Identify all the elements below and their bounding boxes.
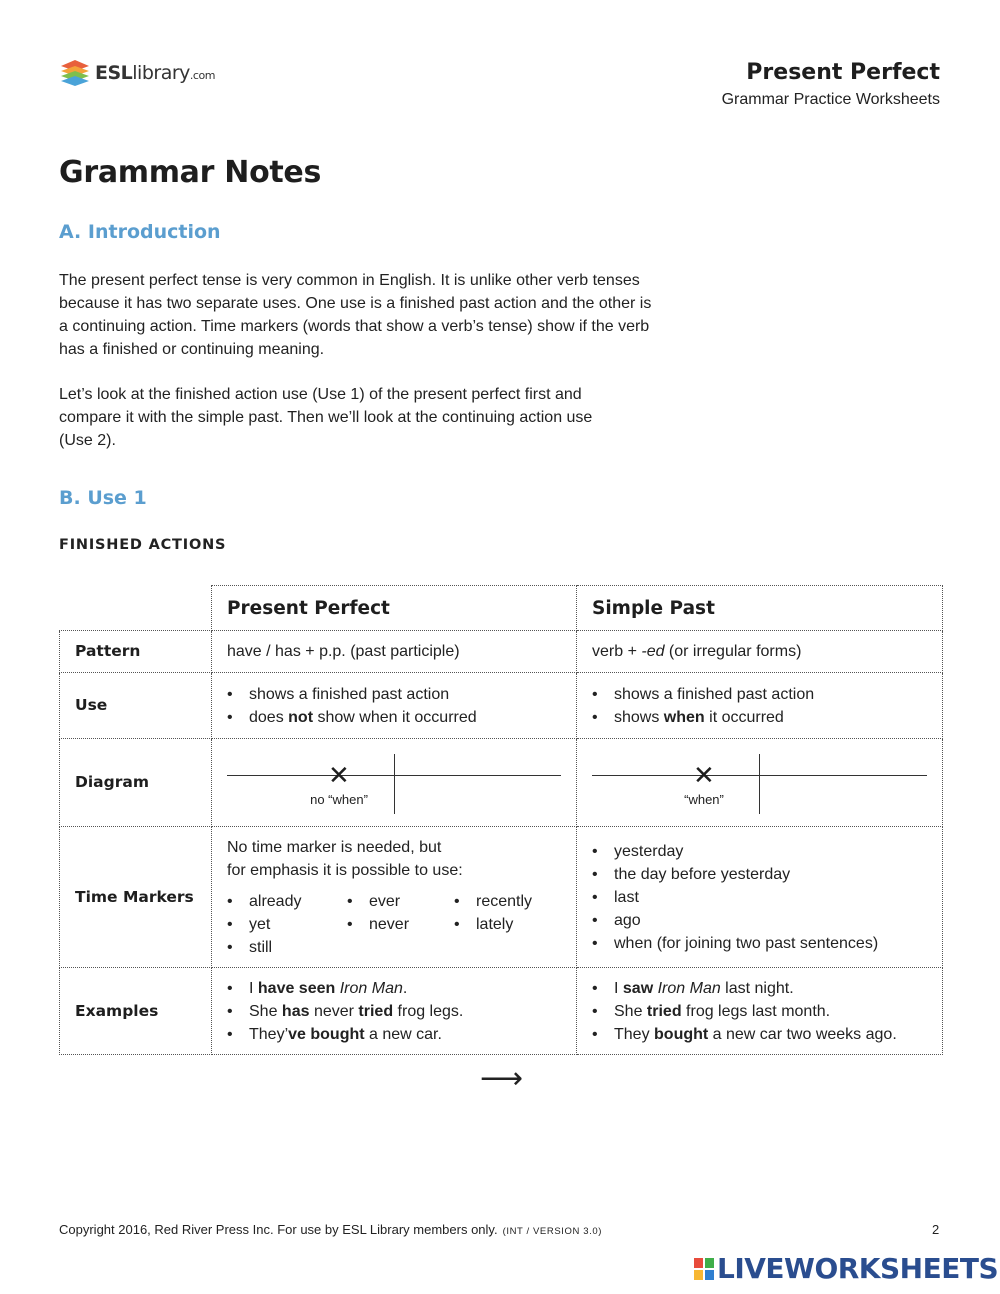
now-marker-line bbox=[394, 754, 395, 814]
comparison-table bbox=[59, 585, 943, 1055]
list-item: • shows a finished past action bbox=[592, 683, 927, 706]
section-b-subheading: FINISHED ACTIONS bbox=[59, 537, 227, 553]
row-label-examples: Examples bbox=[60, 968, 212, 1055]
intro-paragraph-1: The present perfect tense is very common in English. It is unlike other verb tenses because it has two separate uses. One use is a finished past action and the other is a continuing action. Time markers (words that show a verb’s tense) show if the verb has a finished or continuing meaning. bbox=[59, 272, 652, 358]
section-a-heading: A. Introduction bbox=[59, 221, 221, 243]
list-item: • yesterday bbox=[592, 840, 927, 863]
liveworksheets-wordmark: LIVEWORKSHEETS bbox=[717, 1252, 999, 1285]
list-item: • I have seen Iron Man. bbox=[227, 977, 561, 1000]
diagram-simple-past bbox=[577, 739, 943, 827]
list-item: • yet bbox=[227, 913, 347, 936]
logo-wordmark: ESLlibrary.com bbox=[95, 62, 215, 84]
table-row-examples bbox=[60, 968, 943, 1055]
esl-library-logo-icon bbox=[59, 58, 91, 88]
pattern-simple-past: verb + -ed (or irregular forms) bbox=[577, 631, 943, 673]
row-label-pattern: Pattern bbox=[60, 631, 212, 673]
time-markers-intro-line-2: for emphasis it is possible to use: bbox=[227, 861, 463, 879]
table-row-diagram bbox=[60, 739, 943, 827]
list-item: • They’ve bought a new car. bbox=[227, 1023, 561, 1046]
list-item: • the day before yesterday bbox=[592, 863, 927, 886]
list-item: • lately bbox=[454, 913, 532, 936]
action-cross-icon: ✕ bbox=[328, 759, 350, 790]
page-number: 2 bbox=[932, 1222, 940, 1237]
list-item: • ever bbox=[347, 890, 454, 913]
empty-corner-cell bbox=[60, 586, 212, 631]
examples-present-perfect bbox=[212, 968, 577, 1055]
use-present-perfect bbox=[212, 673, 577, 739]
examples-simple-past bbox=[577, 968, 943, 1055]
row-label-use: Use bbox=[60, 673, 212, 739]
list-item: • She tried frog legs last month. bbox=[592, 1000, 927, 1023]
pattern-present-perfect: have / has + p.p. (past participle) bbox=[212, 631, 577, 673]
worksheet-subtitle: Grammar Practice Worksheets bbox=[721, 91, 940, 108]
diagram-present-perfect bbox=[212, 739, 577, 827]
list-item: • last bbox=[592, 886, 927, 909]
diagram-label-present-perfect: no “when” bbox=[310, 791, 368, 807]
page-title: Grammar Notes bbox=[59, 155, 322, 190]
column-header-simple-past: Simple Past bbox=[577, 586, 943, 631]
list-item: • does not show when it occurred bbox=[227, 706, 561, 729]
row-label-time-markers: Time Markers bbox=[60, 827, 212, 968]
table-row-time-markers bbox=[60, 827, 943, 968]
list-item: • recently bbox=[454, 890, 532, 913]
table-header-row bbox=[60, 586, 943, 631]
liveworksheets-watermark bbox=[694, 1252, 998, 1285]
list-item: • I saw Iron Man last night. bbox=[592, 977, 927, 1000]
footer-copyright: Copyright 2016, Red River Press Inc. For use by ESL Library members only. (INT / VERSION 3.0) bbox=[59, 1222, 602, 1237]
list-item: • She has never tried frog legs. bbox=[227, 1000, 561, 1023]
worksheet-header bbox=[722, 60, 940, 109]
list-item: • shows a finished past action bbox=[227, 683, 561, 706]
list-item: • never bbox=[347, 913, 454, 936]
liveworksheets-logo-icon bbox=[694, 1258, 714, 1280]
time-markers-intro-line-1: No time marker is needed, but bbox=[227, 838, 442, 856]
list-item: • when (for joining two past sentences) bbox=[592, 932, 927, 955]
worksheet-title: Present Perfect bbox=[746, 60, 940, 85]
table-row-pattern bbox=[60, 631, 943, 673]
time-markers-present-perfect bbox=[212, 827, 577, 968]
list-item: • ago bbox=[592, 909, 927, 932]
time-markers-simple-past bbox=[577, 827, 943, 968]
intro-paragraph-2: Let’s look at the finished action use (Use 1) of the present perfect first and compare it with the simple past. Then we’ll look at the continuing action use (Use 2). bbox=[59, 386, 593, 449]
column-header-present-perfect: Present Perfect bbox=[212, 586, 577, 631]
list-item: • shows when it occurred bbox=[592, 706, 927, 729]
use-simple-past bbox=[577, 673, 943, 739]
list-item: • They bought a new car two weeks ago. bbox=[592, 1023, 927, 1046]
logo bbox=[59, 58, 215, 88]
table-row-use bbox=[60, 673, 943, 739]
list-item: • already bbox=[227, 890, 347, 913]
diagram-label-simple-past: “when” bbox=[684, 791, 724, 807]
row-label-diagram: Diagram bbox=[60, 739, 212, 827]
footer-version: (INT / VERSION 3.0) bbox=[502, 1226, 602, 1237]
next-page-arrow-icon[interactable]: ⟶ bbox=[480, 1062, 524, 1095]
action-cross-icon: ✕ bbox=[693, 759, 715, 790]
now-marker-line bbox=[759, 754, 760, 814]
section-b-heading: B. Use 1 bbox=[59, 487, 147, 509]
list-item: • still bbox=[227, 936, 347, 959]
